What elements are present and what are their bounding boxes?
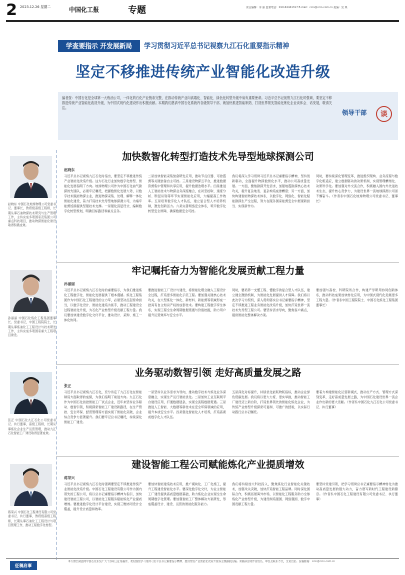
- portrait-icon: [10, 372, 52, 414]
- article-column: 我们将持续加大科技投入，聚焦炼化行业智能化关键技术，加强攻关突破，加快打造智能工程品牌。同时深化国际合作，积极拓展海外市场，以智能化工程服务助力全球炼化产业转型升级，为建设制造强国、网络强国、数字中国贡献工程力量。: [232, 482, 310, 506]
- article-column: 同时，要持续深化管理变革，推进组织架构、业务流程与数字化相适应，建立数据驱动的决策机制，实现管理精细化、决策科学化。要加强对外交流合作，积极融入国内外先进技术生态，提升核心竞争力，为建设世界一流地球探测公司而不懈奋斗。（作者系中国石化地球物理公司党委书记、董事长）: [316, 174, 398, 203]
- article-column: 要坚持党建引领，把学习贯彻总书记重要指示精神转化为推动高质量发展的强大动力，奋力谱写新时代工程建设新篇章。（作者系中国石化工程建设有限公司党委书记、执行董事）: [316, 482, 398, 501]
- article-column: 习近平总书记视察九江石化时指出，要坚定不移推进传统产业智能化改造升级。这为石化行业加快数字化转型、智能化发展指明了方向。地球物理公司作为中国石化油气勘探的先锋队，必须牢记嘱托，把握数智化发展大势，以数字技术赋能物探主业，推进物探采集、处理、解释一体化智能化建设，着力打造技术先导型地球探测公司，为端牢能源饭碗提供坚强技术支撑。一是强化顶层设计，编制数字化转型规划，明确目标路径和重点任务。: [64, 174, 142, 213]
- author-bio: 赵晓东 中国石化地球物理公司党委书记、董事长，教授级高级工程师，长期从事石油物探技术研究与生产管理工作，主持完成多项国家及集团公司重点科技项目，推动物探智能化建设取得积极成效。: [8, 202, 56, 228]
- article-separator: [56, 262, 399, 263]
- author-photo: [10, 464, 52, 506]
- article-title: 业务驱动数智引领 走好高质量发展之路: [134, 368, 302, 379]
- page-header: [6, 2, 399, 22]
- article-title: 牢记嘱托奋力为智能化发展贡献工程力量: [131, 266, 305, 277]
- article-column: 同时，要培养一支懂工程、懂数字的复合型人才队伍，建立健全激励机制，为智能化发展提供人才保障。我们将以此次学习为契机，深入贯彻落实总书记重要指示精神，坚定不移推进工程业务智能化改造升级，加快打造世界一流技术先导型工程公司。要坚持需求导向，聚焦客户痛点，提供智能化整体解决方案。: [232, 288, 310, 317]
- article-column: 一是坚持以业务需求为导向，推动数字技术与炼化业务深度融合，实现生产运行智能优化。二是加快工业互联网平台建设应用，打通数据链条，实现全流程数据贯通。三是推进人工智能、大数据等新技术在安全环保领域的应用，提升本质安全水平。四是强化智能化人才培养，打造高素质数字化人才队伍。: [148, 390, 226, 419]
- article-separator: [56, 364, 399, 365]
- column-logo: [342, 104, 390, 130]
- article-column: 习近平总书记视察九江石化，充分肯定了九江石化在智能制造方面取得的成绩，为我们指明了前进方向。九江石化作为中国石化首批智能工厂试点企业，近年来坚持业务驱动、数智引领，积极探索智能工厂建设新路径，在生产管控、安全环保、经营管理等方面实现了智能化突破，企业综合竞争力显著提升。我们要牢记总书记嘱托，持续深化智能工厂建设。: [64, 390, 142, 424]
- article-title: 建设智能工程公司赋能炼化产业提质增效: [131, 460, 305, 471]
- page-footer: [6, 560, 399, 575]
- author-bio: 孙丽丽 中国石化炼化工程集团董事长、党委书记，中国工程院院士，长期从事炼油化工工程设计与技术研发工作，主持完成多项国家重大工程项目建设。: [8, 316, 56, 338]
- author-bio: 蒋荣兴 中国石化工程建设有限公司党委书记、执行董事，教授级高级工程师，长期从事石油化工工程设计与项目管理工作，推动工程数字化转型。: [8, 510, 56, 527]
- author-name: 蒋荣兴: [64, 476, 75, 480]
- call-for-papers-tag: 征稿启事: [10, 561, 37, 570]
- footer-rule: [6, 558, 399, 559]
- sidebar-divider: [56, 150, 57, 560]
- author-photo: [10, 156, 52, 198]
- article-title: 加快数智化转型打造技术先导型地球探测公司: [122, 152, 314, 163]
- header-rule: [6, 20, 399, 22]
- author-photo: [10, 372, 52, 414]
- article-column: 要加快智能建造技术应用，推广模块化、工厂化施工，提升工程建设智能化水平。要深化数字化交付，为业主智能工厂建设提供高质量数据基础，助力炼化企业实现全生命周期数字化管理。要加强智能工厂整体解决方案研发，形成覆盖设计、建设、运营的智能化服务能力。: [148, 482, 226, 506]
- page-title: 坚定不移推进传统产业智能化改造升级: [75, 65, 331, 81]
- column-logo-seal: 谈: [376, 106, 392, 122]
- publication-name: 中国化工报: [69, 7, 100, 14]
- author-bio: 张正 中国石化九江石化公司党委书记、执行董事，高级工程师，长期从事炼化企业生产运营管理，推动九江石化智能工厂建设取得显著成效。: [8, 418, 56, 435]
- portrait-icon: [10, 156, 52, 198]
- author-name: 赵晓东: [64, 168, 75, 172]
- issue-date: 2023.12.26 星期二: [20, 5, 51, 9]
- author-name: 张正: [64, 384, 72, 388]
- article-column: 要推进智能工厂设计与建设，将智能化理念融入工程设计全过程，打造更多智能化示范工程。要加强关键核心技术攻关，在大型炼化一体化、新材料、新能源等领域形成一批具有自主知识产权的成套技术。要构建工程数字孪生体系，实现工程全生命周期数据贯通与价值挖掘，助力用户提升运营效率与安全水平。: [148, 288, 226, 317]
- article-column: 我们将深入学习贯彻习近平总书记重要指示精神，坚持创新驱动，全面提升物探数智化水平，推动公司高质量发展。一方面，聚焦勘探开发需求，加强地震勘探核心技术攻关，提升复杂地表、复杂构造成像精度；另一方面，加快构建智能物探技术体系，以数字化、网络化、智能化赋能勘探生产全过程，努力在服务国家能源安全中展现新担当、实现新作为。: [232, 174, 310, 208]
- article-column: 五是深化对标提升，持续优化能耗物耗指标，推动企业绿色低碳发展。我们将以更大力度、更实举措，推动智能工厂建设迈上新台阶，打造世界领先的智能化炼化企业，为传统产业转型升级探索可复制、可推广的经验，以实际行动践行总书记嘱托。: [232, 390, 310, 414]
- call-for-papers-text: 本专题长期面向中国石化系统广大干部职工征集稿件，欢迎围绕学习贯彻习近平总书记重要指示精神、推进传统产业智能化改造升级等主题踊跃投稿。来稿请注明作者姓名、单位及联系方式，文责自负。投稿邮箱：ccin@ccin.com.cn: [68, 560, 336, 563]
- author-photo: [10, 270, 52, 312]
- article-separator: [56, 456, 399, 457]
- editor-note-panel: [58, 92, 398, 140]
- page-number: 2: [6, 0, 18, 19]
- author-name: 孙丽丽: [64, 282, 75, 286]
- article-column: 习近平总书记视察九江石化时的重要指示，为我们推进炼化工程数字化、智能化发展提供了根本遵循。炼化工程集团作为中国石化工程建设的主力军，必须坚决扛起使命担当，以数字化设计、智能化建造为抓手，推动工程建设全过程智能化升级，为石化产业转型升级贡献工程力量。我们要加快建设数字化交付平台，推动设计、采购、施工一体化协同。: [64, 288, 142, 322]
- editor-note-text: 编者按：中国石化是全球第一大炼油公司，一体化的石化产业链条完整，在推动传统产业向高端化、智能化、绿色化转型升级中肩负重要使命。习近平总书记视察九江石化时强调，要坚定不移推进传统产业智能化改造升级，为中国式现代化建设作出积极贡献。本期我们邀请中国石化系统内各级领导干部，就加快推进智能制造、打造世界领先智能化炼化企业谈体会、话发展，敬请关注。: [62, 96, 332, 111]
- section-name: 专题: [128, 6, 147, 16]
- article-column: 要着力构建智能化运营新模式，推动生产方式、管理方式深刻变革，走好高质量发展之路，为中国石化建设世界一流企业作出新的更大贡献。（作者系中国石化九江石化公司党委书记、执行董事）: [316, 390, 398, 409]
- portrait-icon: [10, 270, 52, 312]
- column-logo-text: 领导干部: [342, 110, 367, 117]
- article-column: 要加强与高校、科研院所合作，构建产学研用协同创新体系，推动科技成果加快转化应用，为中国式现代化贡献更多工程力量。（作者系中国工程院院士、中国石化炼化工程集团董事长）: [316, 288, 398, 307]
- banner-text: 学习贯彻习近平总书记视察九江石化重要指示精神: [144, 42, 290, 50]
- portrait-icon: [10, 464, 52, 506]
- banner-tag: 学查要指示 开发展新局: [58, 40, 140, 52]
- article-column: 二是加快智能采集装备研发应用，推动节点仪器、可控震源等关键装备自主可控。三是建设物探云平台，推进数据资源集中管理和共享应用，提升数据治理水平。四是推进人工智能技术与物探业务深度融合，在初至拾取、速度分析、断层识别等环节实现智能化应用，大幅提高工作效率。五是培育数字化人才队伍，建立复合型人才培养机制，激发创新活力。六是完善网络安全体系，筑牢数字化转型安全屏障，确保数据安全可控。: [148, 174, 226, 213]
- article-column: 习近平总书记视察九江石化时强调要坚定不移推进传统产业智能化改造升级。中国石化工程建设有限公司作为国内领先的工程公司，将以总书记重要指示精神为指引，加快建设智能工程公司，以智能化工程服务赋能炼化产业提质增效。要推进数字化设计平台建设，实现三维协同设计全覆盖，提升设计质量和效率。: [64, 482, 142, 511]
- editor-info: 责任编辑：李 丽 监督电话：010-64441317 E-mail：ccin@ccin.com.cn 美编：吴 瑛: [246, 6, 348, 9]
